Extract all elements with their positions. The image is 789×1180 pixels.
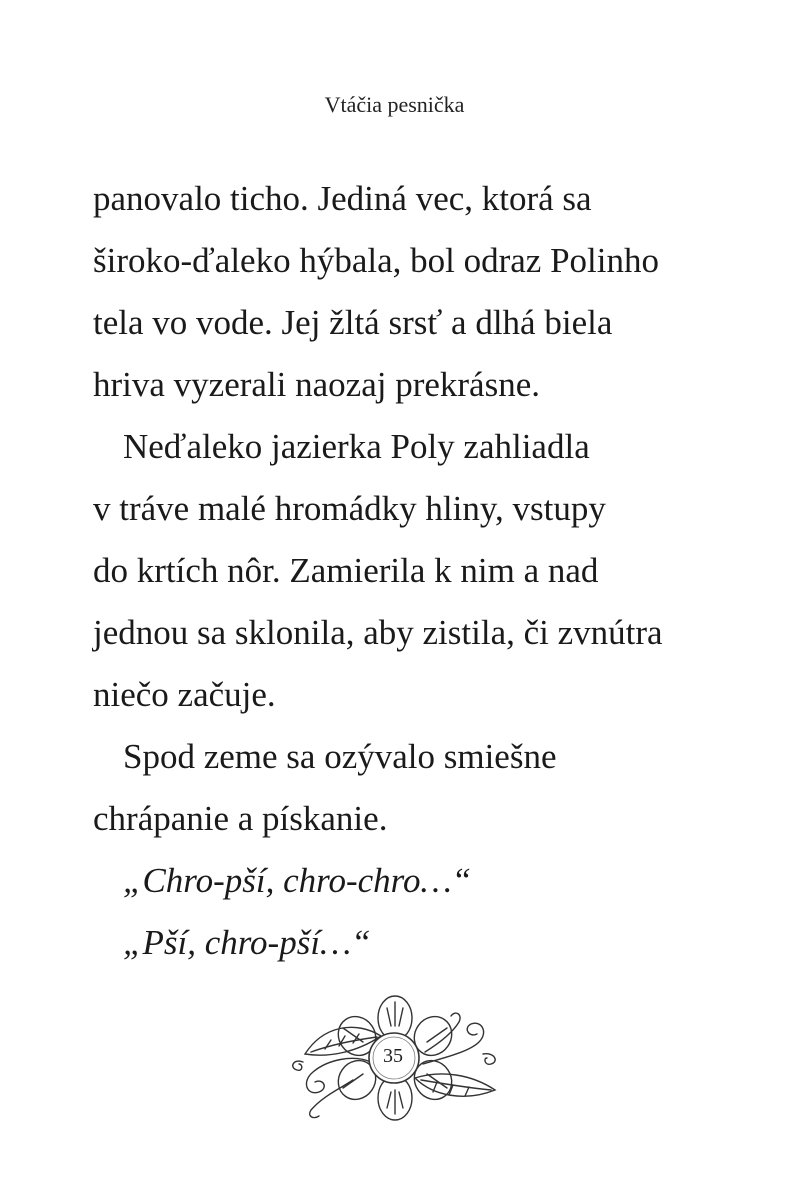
dialogue-line: „Pší, chro-pší…“ bbox=[123, 923, 371, 962]
text-line: Spod zeme sa ozývalo smiešne bbox=[123, 737, 557, 776]
text-line: tela vo vode. Jej žltá srsť a dlhá biela bbox=[93, 303, 613, 342]
text-line: niečo začuje. bbox=[93, 675, 276, 714]
text-line: široko-ďaleko hýbala, bol odraz Polinho bbox=[93, 241, 659, 280]
dialogue-line: „Chro-pší, chro-chro…“ bbox=[123, 861, 472, 900]
text-line: do krtích nôr. Zamierila k nim a nad bbox=[93, 551, 599, 590]
text-line: jednou sa sklonila, aby zistila, či zvnútra bbox=[93, 613, 663, 652]
text-line: chrápanie a pískanie. bbox=[93, 799, 388, 838]
running-head: Vtáčia pesnička bbox=[324, 92, 465, 117]
text-line: Neďaleko jazierka Poly zahliadla bbox=[123, 427, 590, 466]
text-line: v tráve malé hromádky hliny, vstupy bbox=[93, 489, 606, 528]
page-number: 35 bbox=[383, 1045, 403, 1067]
text-line: hriva vyzerali naozaj prekrásne. bbox=[93, 365, 540, 404]
text-line: panovalo ticho. Jediná vec, ktorá sa bbox=[93, 179, 592, 218]
body-text bbox=[93, 168, 733, 974]
